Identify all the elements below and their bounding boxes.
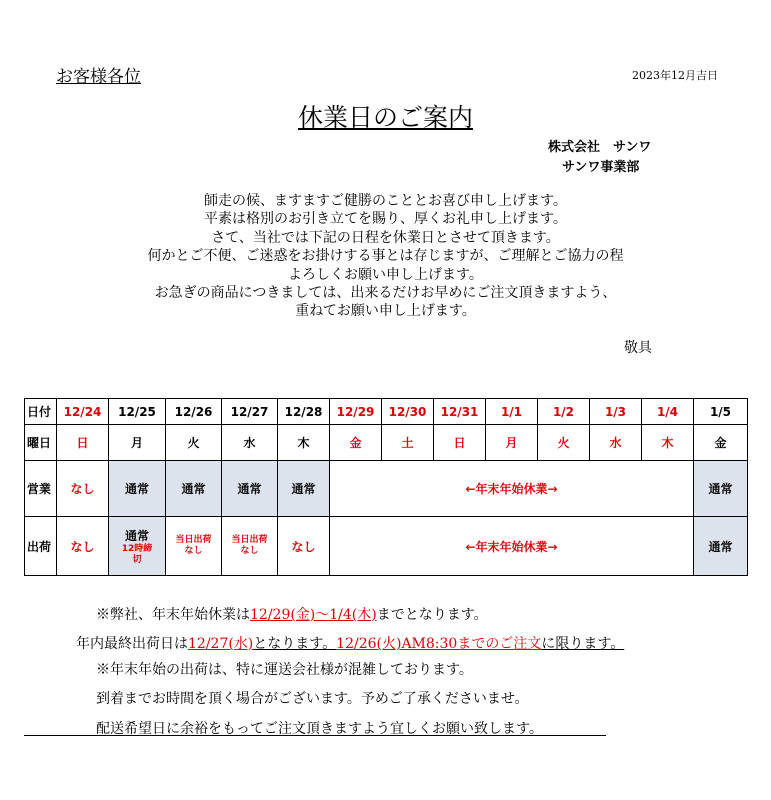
row-label-weekday: 曜日 <box>25 425 57 461</box>
weekday-cell: 火 <box>538 425 590 461</box>
weekday-cell: 木 <box>642 425 694 461</box>
same-day-label: 当日出荷 <box>231 535 268 545</box>
body-line: よろしくお願い申し上げます。 <box>288 266 483 283</box>
business-cell: 通常 <box>109 461 166 517</box>
date-cell: 12/25 <box>109 399 166 425</box>
date-cell: 12/31 <box>434 399 486 425</box>
shipping-cell: なし <box>57 517 109 576</box>
company-division: サンワ事業部 <box>562 160 640 175</box>
same-day-none: なし <box>240 546 259 556</box>
same-day-none: なし <box>184 546 203 556</box>
greeting-body <box>0 192 771 321</box>
shipping-cell: なし <box>278 517 330 576</box>
weekday-cell: 月 <box>486 425 538 461</box>
date-cell: 12/27 <box>222 399 278 425</box>
weekday-cell: 金 <box>330 425 382 461</box>
company-block <box>548 138 651 178</box>
weekday-cell: 土 <box>382 425 434 461</box>
shipping-row <box>25 517 748 576</box>
note-text: となります。 <box>253 636 337 652</box>
shipping-cell <box>222 517 278 576</box>
note-text: に限ります。 <box>541 636 625 652</box>
weekday-cell: 月 <box>109 425 166 461</box>
weekday-cell: 水 <box>590 425 642 461</box>
note-delay: 到着までお時間を頂く場合がございます。予めご了承くださいませ。 <box>96 691 529 707</box>
holiday-schedule-table <box>24 398 748 576</box>
weekday-cell: 日 <box>434 425 486 461</box>
date-cell: 12/29 <box>330 399 382 425</box>
shipping-cell <box>166 517 222 576</box>
body-line: さて、当社では下記の日程を休業日とさせて頂きます。 <box>211 229 560 246</box>
date-cell: 1/3 <box>590 399 642 425</box>
row-label-business: 営業 <box>25 461 57 517</box>
page-title: 休業日のご案内 <box>297 103 473 132</box>
note-highlight: 12/27(水) <box>188 636 254 652</box>
row-label-shipping: 出荷 <box>25 517 57 576</box>
note-text: 年内最終出荷日は <box>76 636 188 652</box>
note-underline <box>24 735 606 736</box>
shipping-holiday-span: ←年末年始休業→ <box>330 517 694 576</box>
business-cell: 通常 <box>694 461 748 517</box>
business-cell: 通常 <box>278 461 330 517</box>
weekday-cell: 日 <box>57 425 109 461</box>
note-congestion: ※年末年始の出荷は、特に運送会社様が混雑しております。 <box>96 662 473 678</box>
body-line: 重ねてお願い申し上げます。 <box>295 303 476 320</box>
note-highlight: 12/29(金)～1/4(木) <box>250 607 377 623</box>
shipping-normal: 通常 <box>124 528 149 543</box>
date-cell: 1/1 <box>486 399 538 425</box>
row-label-date: 日付 <box>25 399 57 425</box>
note-last-shipping <box>76 633 624 653</box>
date-cell: 12/30 <box>382 399 434 425</box>
body-line: 平素は格別のお引き立てを賜り、厚くお礼申し上げます。 <box>204 211 567 228</box>
weekday-row <box>25 425 748 461</box>
body-line: お急ぎの商品につきましては、出来るだけお早めにご注文頂きますよう、 <box>154 285 617 302</box>
shipping-cutoff-note: 12時締 <box>121 543 153 554</box>
business-cell: 通常 <box>222 461 278 517</box>
closing-word: 敬具 <box>624 340 652 356</box>
business-row <box>25 461 748 517</box>
body-line: 師走の候、ますますご健勝のこととお喜び申し上げます。 <box>204 193 567 209</box>
same-day-label: 当日出荷 <box>175 535 212 545</box>
date-cell: 1/4 <box>642 399 694 425</box>
shipping-cell <box>109 517 166 576</box>
date-cell: 12/26 <box>166 399 222 425</box>
body-line: 何かとご不便、ご迷惑をお掛けする事とは存じますが、ご理解とご協力の程 <box>147 248 624 265</box>
date-cell: 1/2 <box>538 399 590 425</box>
addressee: お客様各位 <box>56 67 141 87</box>
date-cell: 1/5 <box>694 399 748 425</box>
issue-date: 2023年12月吉日 <box>632 69 718 82</box>
weekday-cell: 木 <box>278 425 330 461</box>
note-highlight: 12/26(火)AM8:30までのご注文 <box>336 636 542 652</box>
business-holiday-span: ←年末年始休業→ <box>330 461 694 517</box>
company-name: 株式会社 サンワ <box>548 140 652 155</box>
note-request: 配送希望日に余裕をもってご注文頂きますよう宜しくお願い致します。 <box>96 721 543 737</box>
weekday-cell: 金 <box>694 425 748 461</box>
business-cell: なし <box>57 461 109 517</box>
weekday-cell: 水 <box>222 425 278 461</box>
note-holiday-period <box>96 604 488 624</box>
date-row <box>25 399 748 425</box>
business-cell: 通常 <box>166 461 222 517</box>
note-text: ※弊社、年末年始休業は <box>96 607 250 623</box>
shipping-cell: 通常 <box>694 517 748 576</box>
date-cell: 12/24 <box>57 399 109 425</box>
note-text: までとなります。 <box>376 607 488 623</box>
shipping-cutoff-note: 切 <box>132 554 142 565</box>
date-cell: 12/28 <box>278 399 330 425</box>
weekday-cell: 火 <box>166 425 222 461</box>
